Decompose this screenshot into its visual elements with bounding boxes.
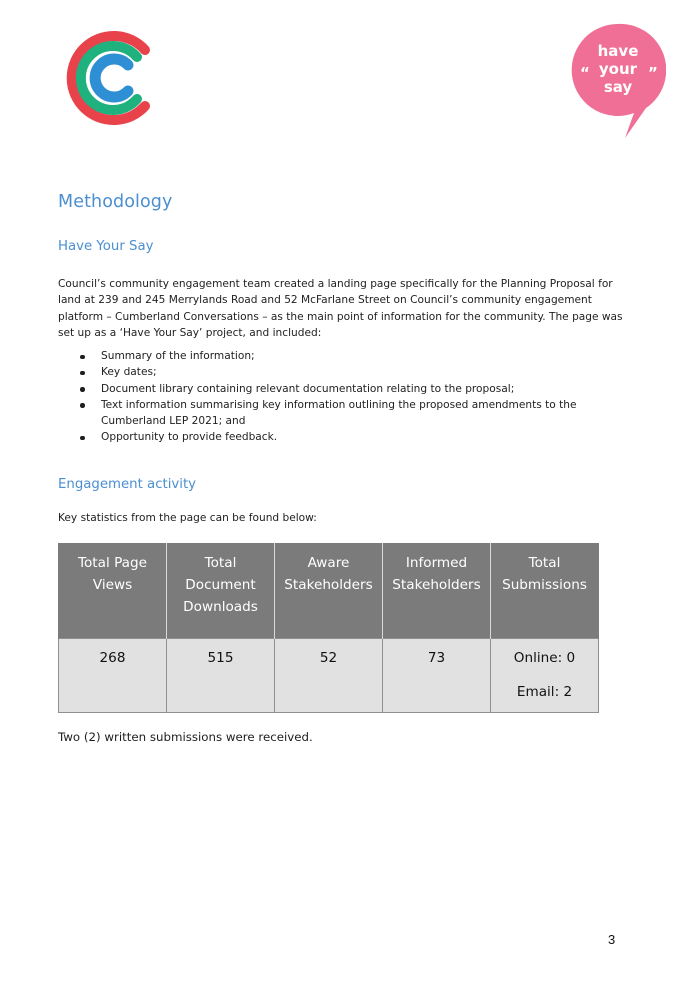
- open-quote-icon: “: [580, 64, 590, 82]
- close-quote-icon: ”: [648, 64, 658, 82]
- bullet-icon: [80, 387, 85, 392]
- submissions-online: Online: 0: [513, 650, 576, 666]
- page-heading: Methodology: [58, 192, 173, 212]
- list-item: Document library containing relevant documentation relating to the proposal;: [58, 381, 628, 397]
- bullet-list: [58, 348, 628, 446]
- list-item: Key dates;: [58, 364, 628, 380]
- table-row: [59, 639, 599, 713]
- cell-aware-stakeholders: 52: [275, 639, 383, 713]
- submissions-email: Email: 2: [516, 684, 573, 700]
- cell-document-downloads: 515: [167, 639, 275, 713]
- header-total-page-views: Total Page Views: [59, 543, 167, 639]
- header-aware-stakeholders: Aware Stakeholders: [275, 543, 383, 639]
- list-item: Opportunity to provide feedback.: [58, 429, 628, 445]
- engagement-statistics-table: [58, 543, 599, 713]
- hys-line2: your: [598, 60, 638, 78]
- header-informed-stakeholders: Informed Stakeholders: [383, 543, 491, 639]
- hys-line1: have: [597, 42, 639, 60]
- bullet-icon: [80, 371, 85, 376]
- closing-statement: Two (2) written submissions were received.: [58, 730, 313, 744]
- body-paragraph: Council’s community engagement team created a landing page specifically for the Planning Proposal for land at 239 and 245 Merrylands Road and 52 McFarlane Street on Council’s community engagement platform – Cumberland Conversations – as the main point of information for the community. The page was set up as a ‘Have Your Say’ project, and included:: [58, 278, 623, 339]
- section-title-have-your-say: Have Your Say: [58, 239, 154, 254]
- header-total-document-downloads: Total Document Downloads: [167, 543, 275, 639]
- have-your-say-logo: [568, 22, 666, 140]
- council-logo: [62, 28, 154, 128]
- table-header-row: [59, 543, 599, 639]
- table-intro: Key statistics from the page can be found below:: [58, 512, 317, 524]
- list-item: Summary of the information;: [58, 348, 628, 364]
- list-item: Text information summarising key information outlining the proposed amendments to the Cumberland LEP 2021; and: [58, 397, 628, 430]
- page-number: 3: [608, 932, 616, 947]
- bullet-icon: [80, 355, 85, 360]
- bullet-icon: [80, 403, 85, 408]
- hys-line3: say: [603, 78, 633, 96]
- cell-submissions: [491, 639, 599, 713]
- header-total-submissions: Total Submissions: [491, 543, 599, 639]
- bullet-icon: [80, 436, 85, 441]
- cell-informed-stakeholders: 73: [383, 639, 491, 713]
- cell-page-views: 268: [59, 639, 167, 713]
- section-title-engagement-activity: Engagement activity: [58, 477, 197, 492]
